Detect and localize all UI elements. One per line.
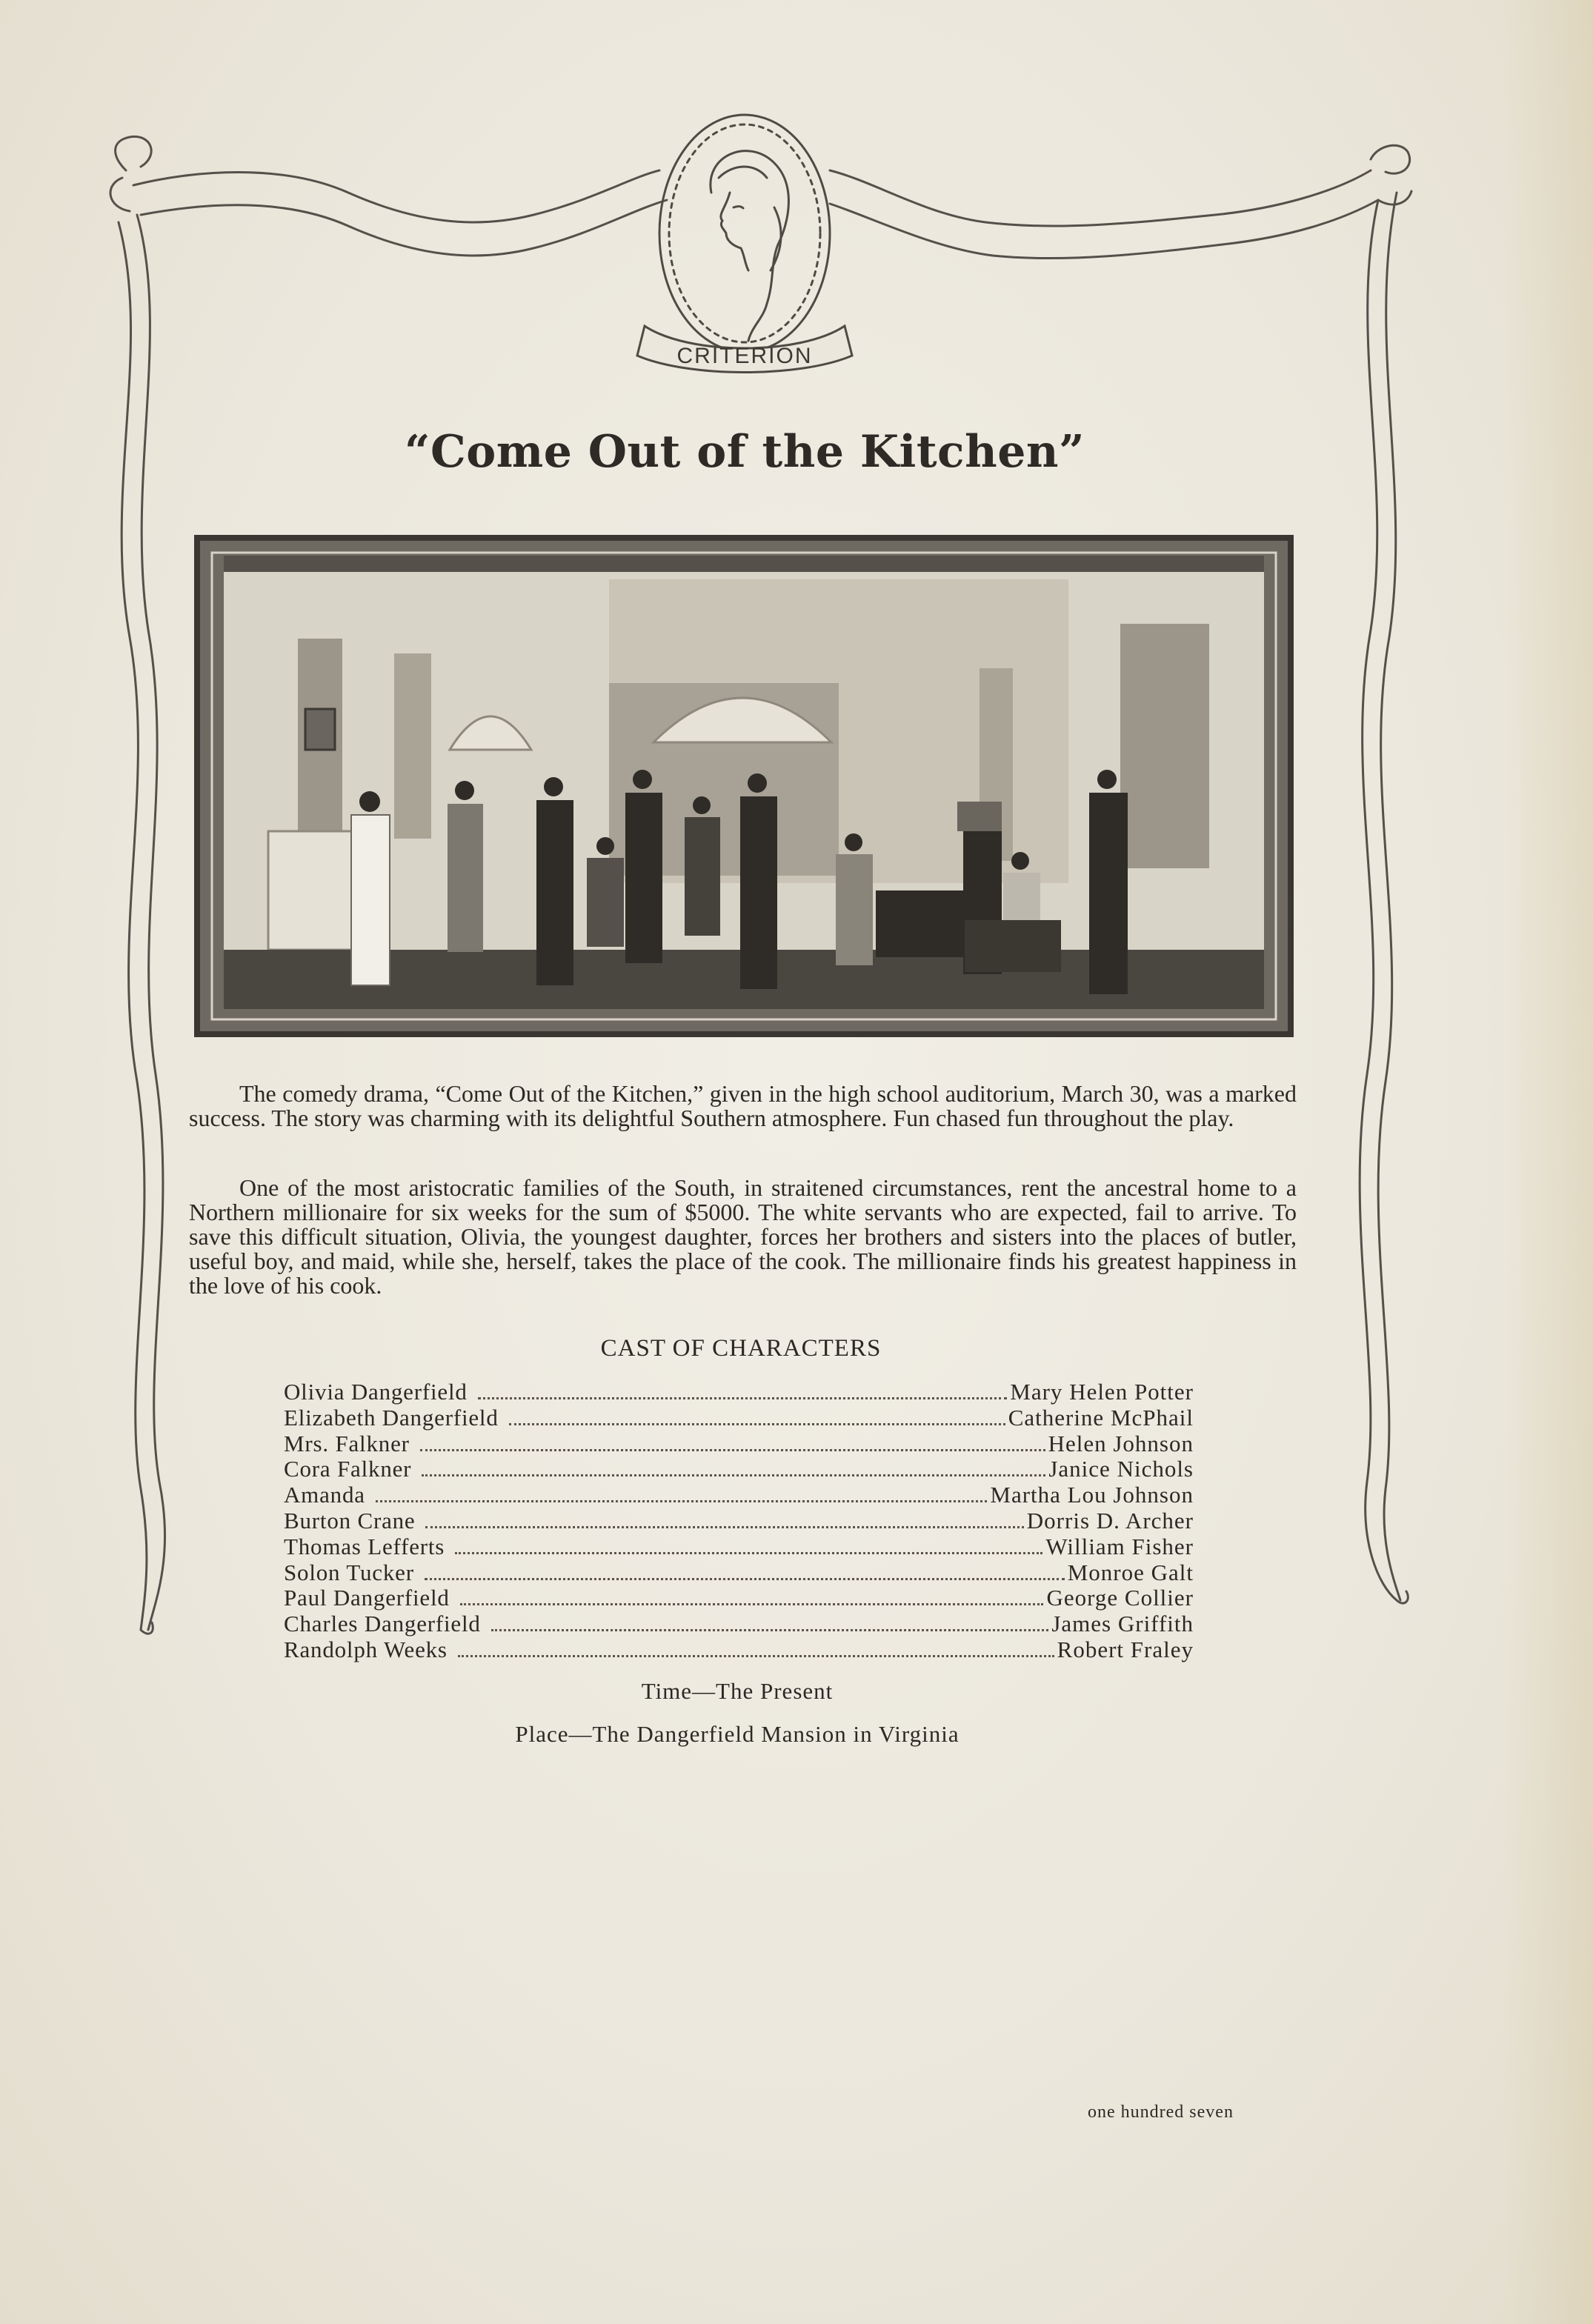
cast-actor: James Griffith: [1051, 1611, 1194, 1637]
cast-actor: Helen Johnson: [1048, 1430, 1194, 1456]
page-number: one hundred seven: [1088, 2102, 1234, 2122]
dot-leader: [425, 1577, 1065, 1580]
cast-role: Charles Dangerfield: [284, 1611, 481, 1637]
cast-actor: Martha Lou Johnson: [990, 1482, 1194, 1508]
cast-row: [284, 1456, 1194, 1482]
cast-role: Mrs. Falkner: [284, 1430, 410, 1456]
paragraph-plot: [189, 1176, 1297, 1298]
cast-actor: George Collier: [1046, 1585, 1194, 1611]
cast-role: Burton Crane: [284, 1507, 416, 1534]
dot-leader: [455, 1551, 1042, 1554]
cast-role: Olivia Dangerfield: [284, 1379, 468, 1405]
stage-photograph: [194, 535, 1294, 1037]
cast-row: [284, 1508, 1194, 1534]
dot-leader: [460, 1602, 1044, 1605]
cast-actor: Janice Nichols: [1048, 1456, 1194, 1482]
cast-row: [284, 1560, 1194, 1586]
cast-list: [284, 1379, 1194, 1663]
cast-heading: CAST OF CHARACTERS: [600, 1335, 882, 1362]
cast-actor: Mary Helen Potter: [1010, 1379, 1194, 1405]
paragraph-plot-text: One of the most aristocratic families of the South, in straitened circumstances, rent the ancestral home to a Northern millionaire for six weeks for the sum of $5000. The white servants who are expected, fail to arrive. To save this difficult situation, Olivia, the youngest daughter, forces her brothers and sisters into the places of butler, useful boy, and maid, while she, herself, takes the place of the cook. The millionaire finds his greatest happiness in the love of his cook.: [189, 1174, 1297, 1299]
cast-row: [284, 1637, 1194, 1663]
cast-role: Paul Dangerfield: [284, 1585, 450, 1611]
cast-row: [284, 1379, 1194, 1405]
cast-role: Elizabeth Dangerfield: [284, 1404, 499, 1431]
cast-actor: Catherine McPhail: [1008, 1404, 1194, 1431]
cast-row: [284, 1611, 1194, 1637]
cast-role: Solon Tucker: [284, 1559, 414, 1585]
setting-place: Place—The Dangerfield Mansion in Virginia: [515, 1721, 960, 1747]
dot-leader: [458, 1654, 1054, 1657]
cast-row: [284, 1585, 1194, 1611]
paragraph-summary: [189, 1082, 1297, 1131]
dot-leader: [491, 1628, 1049, 1631]
setting-time: Time—The Present: [641, 1678, 834, 1704]
emblem-label: CRITERION: [676, 344, 813, 368]
cast-row: [284, 1534, 1194, 1560]
dot-leader: [509, 1422, 1005, 1425]
cast-row: [284, 1482, 1194, 1508]
cast-actor: Monroe Galt: [1067, 1559, 1194, 1585]
cast-role: Amanda: [284, 1482, 365, 1508]
cast-actor: Robert Fraley: [1057, 1636, 1194, 1662]
cast-row: [284, 1405, 1194, 1431]
cast-role: Thomas Lefferts: [284, 1533, 445, 1559]
cast-actor: Dorris D. Archer: [1026, 1507, 1194, 1534]
dot-leader: [478, 1396, 1008, 1399]
dot-leader: [420, 1448, 1045, 1451]
cast-actor: William Fisher: [1045, 1533, 1194, 1559]
dot-leader: [422, 1474, 1045, 1476]
paragraph-summary-text: The comedy drama, “Come Out of the Kitchen,” given in the high school auditorium, March 30, was a marked success. The story was charming with its delightful Southern atmosphere. Fun chased fun throughout the play.: [189, 1080, 1297, 1131]
dot-leader: [376, 1499, 988, 1502]
cast-role: Randolph Weeks: [284, 1636, 448, 1662]
page-title: “Come Out of the Kitchen”: [404, 426, 1085, 478]
criterion-cameo-emblem: [622, 104, 867, 385]
cast-row: [284, 1431, 1194, 1457]
cast-role: Cora Falkner: [284, 1456, 412, 1482]
dot-leader: [425, 1525, 1023, 1528]
